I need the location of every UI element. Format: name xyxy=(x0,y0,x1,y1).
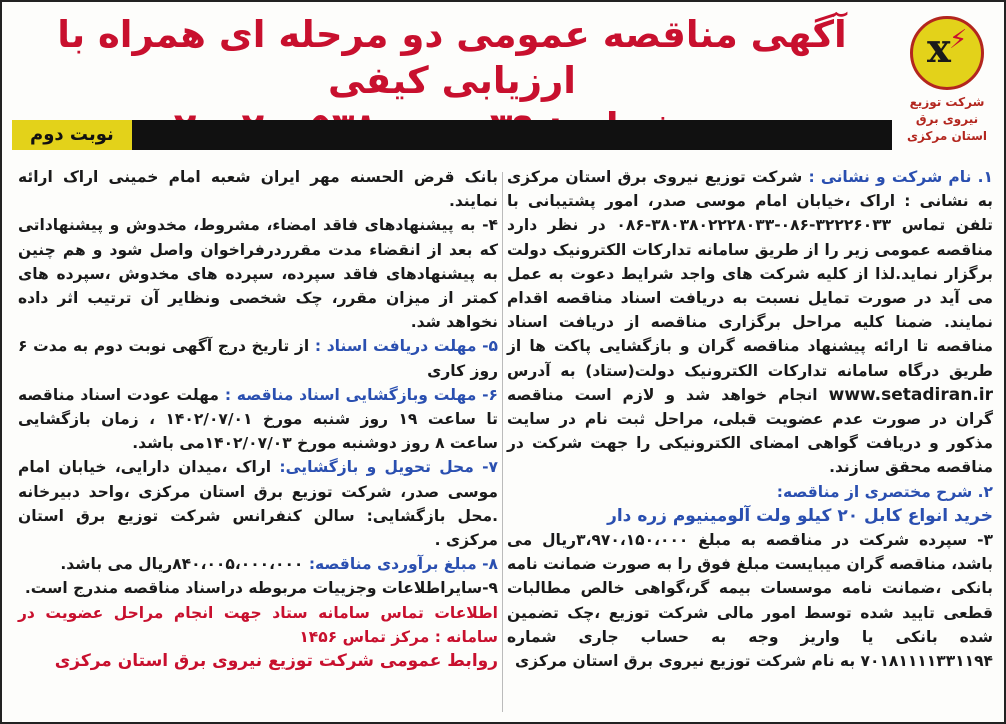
tender-subject: خرید انواع کابل ۲۰ کیلو ولت آلومینیوم زره دار xyxy=(607,505,993,526)
section-8 xyxy=(18,552,498,576)
column-divider xyxy=(502,172,503,712)
round-bar xyxy=(12,120,892,150)
section-2 xyxy=(507,480,993,504)
section-9: ۹-سایراطلاعات وجزییات مربوطه دراسناد مناقصه مندرج است. xyxy=(24,579,498,598)
section-8-body: ۸۴۰،۰۰۵،۰۰۰،۰۰۰ریال می باشد. xyxy=(60,555,304,574)
section-3: ۳- سپرده شرکت در مناقصه به مبلغ ۳،۹۷۰،۱۵۰،۰۰۰ریال می باشد، مناقصه گران میبایست مبلغ فوق را به صورت ضمانت نامه بانکی ،ضمانت نامه موسسات بیمه گر،گواهی خالص مطالبات قطعی تایید شده توسط امور مالی شرکت توزیع ،چک تضمین شده بانکی یا واریز وجه به حساب جاری شماره ۷۰۱۸۱۱۱۱۳۳۱۱۹۴ به نام شرکت توزیع نیروی برق استان مرکزی xyxy=(507,531,993,671)
section-7 xyxy=(18,455,498,552)
section-5-body: از تاریخ درج آگهی نوبت دوم به مدت ۶ روز کاری xyxy=(18,337,498,380)
section-2-heading: ۲. شرح مختصری از مناقصه: xyxy=(776,482,993,501)
header xyxy=(12,8,892,108)
section-5-heading: ۵- مهلت دریافت اسناد : xyxy=(314,337,499,356)
setad-contact-info: اطلاعات تماس سامانه ستاد جهت انجام مراحل عضویت در سامانه : مرکز تماس ۱۴۵۶ xyxy=(18,603,498,646)
section-6-heading: ۶- مهلت وبازگشایی اسناد مناقصه : xyxy=(224,385,498,404)
section-6 xyxy=(18,383,498,456)
section-8-heading: ۸- مبلغ برآوردی مناقصه: xyxy=(308,555,498,574)
section-4: ۴- به پیشنهادهای فاقد امضاء، مشروط، مخدوش و پیشنهاداتی که بعد از انقضاء مدت مقرردرفراخوان واصل شود و هم چنین به پیشنهادهای فاقد سپرده، سپرده های مخدوش ،سپرده های کمتر از میزان مقرر، چک شخصی ونظایر آن ترتیب اثر داده نخواهد شد. xyxy=(18,216,498,332)
company-logo xyxy=(897,12,997,167)
setad-url-link[interactable]: www.setadiran.ir xyxy=(828,384,993,405)
public-relations-signature: روابط عمومی شرکت توزیع نیروی برق استان مرکزی xyxy=(54,651,498,672)
page-title: آگهی مناقصه عمومی دو مرحله ای همراه با ارزیابی کیفی xyxy=(57,13,847,102)
electricity-logo-icon: x ⚡ xyxy=(910,16,984,90)
section-7-heading: ۷- محل تحویل و بازگشایی: xyxy=(279,458,498,477)
section-1-body-cont: انجام خواهد شد و لازم است مناقصه گران در صورت عدم عضویت قبلی، مراحل ثبت نام در سایت مذکور و دریافت گواهی امضای الکترونیکی را جهت شرکت در مناقصه محقق سازند. xyxy=(507,385,993,477)
logo-province: استان مرکزی xyxy=(906,129,988,143)
logo-company-name: شرکت توزیع نیروی برق xyxy=(909,95,985,126)
left-column xyxy=(14,165,498,720)
section-7-body: اراک ،میدان دارایی، خیابان امام موسی صدر، شرکت توزیع برق استان مرکزی ،واحد دبیرخانه .محل بازگشایی: سالن کنفرانس شرکت توزیع برق استان مرکزی . xyxy=(18,458,498,550)
section-1 xyxy=(507,165,993,480)
section-3-cont: بانک قرض الحسنه مهر ایران شعبه امام خمینی اراک ارائه نمایند. xyxy=(18,168,498,211)
right-column xyxy=(507,165,997,720)
section-1-heading: ۱. نام شرکت و نشانی : xyxy=(808,168,993,186)
section-6-body: مهلت عودت اسناد مناقصه تا ساعت ۱۹ روز شنبه مورخ ۱۴۰۲/۰۷/۰۱ ، زمان بازگشایی ساعت ۸ روز دوشنبه مورخ ۱۴۰۲/۰۷/۰۳می باشد. xyxy=(18,385,498,453)
round-badge: نوبت دوم xyxy=(12,120,132,150)
section-5 xyxy=(18,334,498,382)
section-1-body: شرکت توزیع نیروی برق استان مرکزی به نشانی : اراک ،خیابان امام موسی صدر، امور پشتیبانی با تلفن تماس ۳۲۲۲۶۰۳۳-۰۸۶-۳۸۰۳۸۰۲۲۲۸۰۳۳-۰۸۶ در نظر دارد مناقصه عمومی زیر را از طریق سامانه تدارکات الکترونیک دولت برگزار نماید.لذا از کلیه شرکت های واجد شرایط دعوت به عمل می آید در صورت تمایل نسبت به دریافت اسناد مناقصه اقدام نمایند. ضمنا کلیه مراحل برگزاری مناقصه از دریافت اسناد مناقصه تا ارائه پیشنهاد مناقصه گران و بازگشایی پاکت ها از طریق درگاه سامانه تدارکات الکترونیک دولت(ستاد) به آدرس xyxy=(507,168,993,380)
